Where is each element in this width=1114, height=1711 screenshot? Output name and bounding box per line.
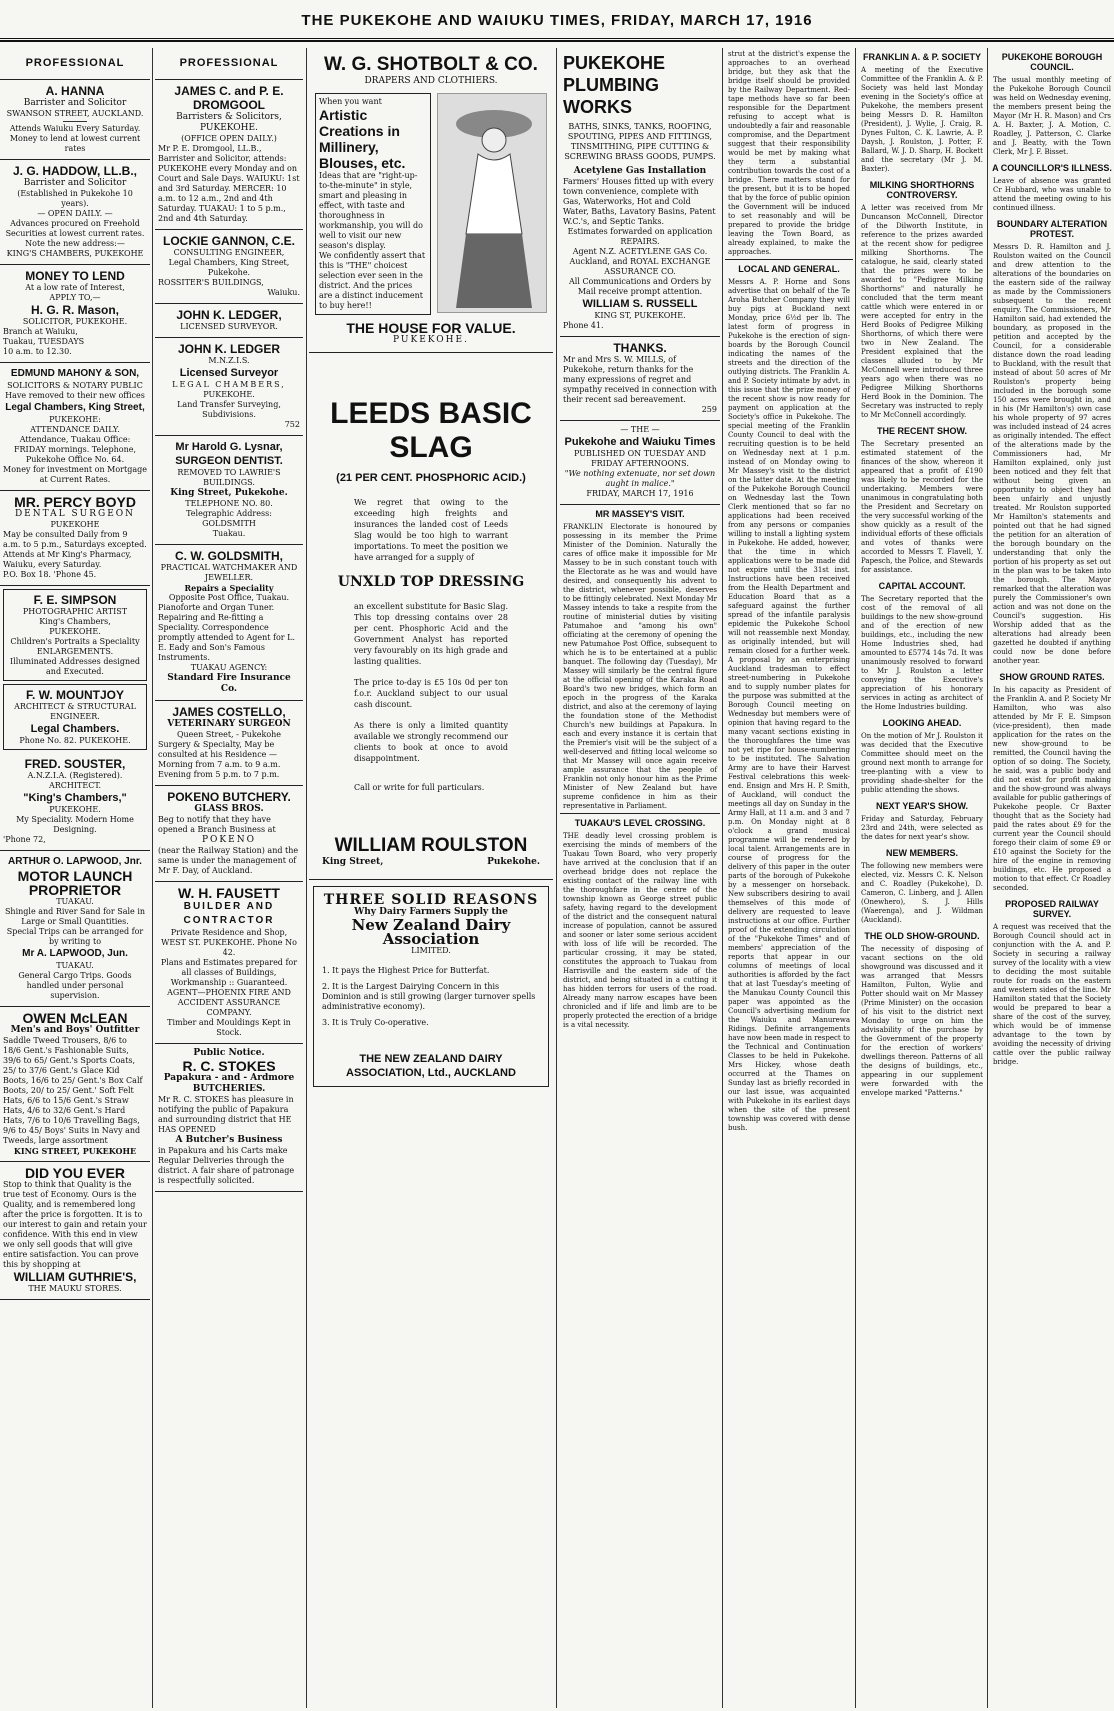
ad-guthrie: DID YOU EVER Stop to think that Quality is the true test of Economy. Ours is the Quality, and is remembered long after the price is forgotten. It is to our interest to gain and retain your confidence. With this end in view we only sell goods that will give entire satisfaction. You can prove this by shopping at WILLIAM GUTHRIE'S, THE MAUKU STORES. [0, 1162, 150, 1300]
ad-mountjoy: F. W. MOUNTJOY ARCHITECT & STRUCTURAL ENGINEER. Legal Chambers. Phone No. 82. PUKEKOHE. [3, 684, 147, 750]
ad-boyd: MR. PERCY BOYD DENTAL SURGEON PUKEKOHE May be consulted Daily from 9 a.m. to 5 p.m., Saturdays excepted. Attends at Mr King's Pharmacy, Waiuku, every Saturday. P.O. Box 18. 'Phone 45. [0, 491, 150, 586]
masthead [0, 0, 1114, 42]
ad-stokes: Public Notice. R. C. STOKES Papakura - and - Ardmore BUTCHERIES. Mr R. C. STOKES has pleasure in notifying the public of Papakura and surrounding district that HE HAS OPENED A Butcher's Business in Papakura and his Carts make Regular Deliveries through the district. A fair share of patronage is respectfully solicited. [155, 1044, 303, 1192]
column-professional-1 [0, 48, 150, 1708]
ad-simpson: F. E. SIMPSON PHOTOGRAPHIC ARTIST King's Chambers, PUKEKOHE. Children's Portraits a Speciality ENLARGEMENTS. Illuminated Addresses designed and Executed. [3, 589, 147, 681]
ad-haddow: J. G. HADDOW, LL.B., Barrister and Solicitor (Established in Pukekohe 10 years). — OPEN DAILY. — Advances procured on Freehold Securities at lowest current rates. Note the new address:— KING'S CHAMBERS, PUKEKOHE [0, 160, 150, 265]
lady-illustration [437, 93, 547, 313]
notice-thanks: THANKS. Mr and Mrs S. W. MILLS, of Pukekohe, return thanks for the many expressions of regret and sympathy received in connection with their recent sad bereavement. 259 [560, 337, 720, 421]
ad-glass-bros: POKENO BUTCHERY. GLASS BROS. Beg to notify that they have opened a Branch Business at POKENO (near the Railway Station) and the same is under the management of Mr F. Day, of Auckland. [155, 786, 303, 882]
ad-gannon: LOCKIE GANNON, C.E. CONSULTING ENGINEER, Legal Chambers, King Street, Pukekohe. ROSSITER'S BUILDINGS, Waiuku. [155, 230, 303, 304]
ad-ledger-1: JOHN K. LEDGER, LICENSED SURVEYOR. [155, 304, 303, 338]
ad-shotbolt: W. G. SHOTBOLT & CO. DRAPERS AND CLOTHIERS. When you want Artistic Creations in Millinery, Blouses, etc. Ideas that are "right-up-to-the-minute" in style, smart and pleasing in effect, with taste and thoroughness in workmanship, you will do well to visit our new season's display. We confidently assert that this is "THE" choicest selection ever seen in the district. And the prices are a distinct inducement to buy here!! THE HOUSE FOR VALUE. PUKEKOHE. [309, 48, 553, 353]
ad-lysnar: Mr Harold G. Lysnar, SURGEON DENTIST. REMOVED TO LAWRIE'S BUILDINGS. King Street, Pukekohe. TELEPHONE NO. 80. Telegraphic Address: GOLDSMITH Tuakau. [155, 436, 303, 545]
ad-ledger-2: JOHN K. LEDGER M.N.Z.I.S. Licensed Surveyor LEGAL CHAMBERS, PUKEKOHE. Land Transfer Surveying, Subdivisions. 752 [155, 338, 303, 436]
ad-fausett: W. H. FAUSETT BUILDER AND CONTRACTOR Private Residence and Shop, WEST ST. PUKEKOHE. Phone No 42. Plans and Estimates prepared for all classes of Buildings, Workmanship :: Guaranteed. AGENT—PHOENIX FIRE AND ACCIDENT ASSURANCE COMPANY. Timber and Mouldings Kept in Stock. [155, 882, 303, 1044]
article-massey-visit: MR MASSEY'S VISIT. FRANKLIN Electorate is honoured by possessing in its member the Prime Minister of the Dominion. Naturally the cares of office make it impossible for Mr Massey to be in such constant touch with the Electorate as he was and would have desired, and consequently his advent to the district, whenever possible, deserves to be fittingly celebrated. Next Monday Mr Massey intends to take a respite from the routine of ministerial duties by visiting Patumahoe and "among his own" officiating at the ceremony of opening the new Patumahoe Post Office, subsequent to which he is to be entertained at a public banquet. The following day (Tuesday), Mr Massey will similarly be the central figure at the official opening of the Karaka Road Board's two new bridges, which form an epoch in the progress of the Karaka district, and also at the ceremony of laying the foundation stone of the Methodist Church's new buildings at Papakura. In each and every instance it is certain that the Premier's visit will be the subject of a well-deserved and fitting local welcome so that Mr Massey will once again receive ample assurance that the people of Franklin not only honour him as the Prime Minister of New Zealand but have supreme confidence in him as their representative in Parliament. [563, 509, 717, 810]
ad-souster: FRED. SOUSTER, A.N.Z.I.A. (Registered). ARCHITECT. "King's Chambers," PUKEKOHE. My Speciality. Modern Home Designing. 'Phone 72, [0, 753, 150, 851]
article-heading: FRANKLIN A. & P. SOCIETY [862, 52, 981, 62]
ad-mahony: EDMUND MAHONY & SON, SOLICITORS & NOTARY PUBLIC Have removed to their new offices Legal Chambers, King Street, PUKEKOHE: ATTENDANCE DAILY. Attendance, Tuakau Office: FRIDAY mornings. Telephone, Pukekohe Office No. 64. Money for investment on Mortgage at Current Rates. [0, 363, 150, 491]
article-local-general: LOCAL AND GENERAL. Messrs A. P. Horne and Sons advertise that on behalf of the Te Aroha Butcher Company they will buy pigs at Buckland next Monday, price 6½d per lb. The latest form of progress in Pukekohe is the erection of sign-boards by the Borough Council indicating the names of the streets and the direction of the outlying districts. The Franklin A. and P. Society intimate by advt. in this issue that the prize money of the recent show is now ready for payment on application at the Society's office in Pukekohe. The special meeting of the Franklin County Council to deal with the recruiting question is to be held on Wednesday next at 1 p.m. instead of on Monday owing to Mr Massey's visit to the district on the latter date. At the meeting of the Pukekohe Borough Council on Wednesday last the Town Clerk mentioned that so far no applications had been received from any persons or companies willing to install a lighting system in Pukekohe. He added, however, that the time in which applications were to be made did not expire until the 31st inst. Instructions have been received from the Health Department and Education Board that as a safeguard against the further spread of the infantile paralysis epidemic the Pukekohe School will not reassemble next Monday, as originally intended, but will remain closed for a further week. A proposal by an enterprising Auckland tradesman to effect street-numbering in Pukekohe and to supply number plates for the purpose was submitted at the Borough Council meeting on Wednesday but members were of opinion that having regard to the many vacant sections existing in the thoroughfares the time was not yet ripe for house-numbering to be instituted. The Salvation Army are to have their Harvest Festival celebrations this week-end. Ensign and Mrs H. P. Smith, of Auckland, will conduct the meetings all day on Sunday in the Army Hall, at 11 a.m. and 3 and 7 p.m. On Monday night at 8 o'clock a grand musical programme will be rendered by local talent. Arrangements are in course of progress for the delivery of this paper in the outer parts of the borough of Pukekohe by a messenger on horseback. New subscribers desiring to avail themselves of this mode of delivery are requested to leave instructions at our office. Further proof of the extending circulation of the "Pukekohe Times" and of members' appreciation of the reports that appear in our columns of meetings of local authorities is afforded by the fact that at last Tuesday's meeting of the Manukau County Council this paper was appointed as the Council's advertising medium for the Waiuku and Manurewa Ridings. Definite arrangements have now been made in respect to the Technical and Continuation Classes to be held in Pukekohe. Mrs Hickey, whose death occurred at the Thames on Sunday last as briefly recorded in our last issue, was acquainted with Pukekohe in its earliest days when the site of the present township was covered with dense bush. [725, 259, 853, 1135]
column-heading: PROFESSIONAL [25, 57, 125, 69]
ad-mason: MONEY TO LEND At a low rate of Interest, APPLY TO,— H. G. R. Mason, SOLICITOR, PUKEKOHE. Branch at Waiuku, Tuakau, TUESDAYS 10 a.m. to 12.30. [0, 265, 150, 363]
ad-hanna: A. HANNA Barrister and Solicitor SWANSON STREET, AUCKLAND. Attends Waiuku Every Saturday. Money to lend at lowest current rates [0, 80, 150, 160]
ad-dairy-association: THREE SOLID REASONS Why Dairy Farmers Supply the New Zealand Dairy Association LIMITED. 1. It pays the Highest Price for Butterfat. 2. It is the Largest Dairying Concern in this Dominion and is still growing (larger turnover spells administrative economy). 3. It is Truly Co-operative. THE NEW ZEALAND DAIRY ASSOCIATION, Ltd., AUCKLAND [313, 886, 549, 1087]
article-crossing-continued: strut at the district's expense the approaches to an overhead bridge, but they ask that the bridge itself should be provided by the Railway Department. Red-tape methods have so far been responsible for the Department refusing to accept what is undoubtedly a fair and reasonable compromise, and the Department suggest that their responsibility would be met by making what they term a substantial contribution towards the cost of a bridge. There matters stand for the present, but it is to be hoped that by the force of public opinion the Government will be induced to set reasonably and will be prepared to provide the bridge leaving the Town Board, as already explained, to make the approaches. [728, 50, 850, 256]
ad-dromgool: JAMES C. and P. E. DROMGOOL Barristers & Solicitors, PUKEKOHE. (OFFICE OPEN DAILY.) Mr P. E. Dromgool, LL.B., Barrister and Solicitor, attends: PUKEKOHE every Monday and on Court and Sale Days. WAIUKU: 1st and 3rd Saturday. MERCER: 10 a.m. to 12 a.m., 2nd and 4th Saturday. TUAKAU: 1 to 5 p.m., 2nd and 4th Saturday. [155, 80, 303, 230]
column-borough-council: PUKEKOHE BOROUGH COUNCIL. The usual monthly meeting of the Pukekohe Borough Council was held on Wednesday evening, the members present being the Mayor (Mr H. R. Mason) and Crs A. H. Baxter, J. A. Motion, C. Roadley, J. Patterson, C. Clarke and J. Beatty, with the Town Clerk, Mr J. F. Bisset. A COUNCILLOR'S ILLNESS. Leave of absence was granted Cr Hubbard, who was unable to attend the meeting owing to his continued illness. BOUNDARY ALTERATION PROTEST. Messrs D. R. Hamilton and J. Roulston waited on the Council and drew attention to the alterations of the boundaries on the eastern side of the railway as made by the Commissioners subsequent to the recent enquiry. The Commissioners, Mr Hamilton said, had extended the boundary, as proposed in the petition and accepted by the Council, for a considerable distance down the road leading to Buckland, with the result that instead of about 50 acres of Mr Roulston's property being included in the borough some 150 acres were brought in, and in his (Mr Hamilton's) own case his whole property of 97 acres was included instead of 24 acres as originally intended. The effect of the alterations made by the Commissioners had, Mr Hamilton explained, only just been noticed and they felt that without being given an opportunity to object they had been unfairly and unjustly treated. Mr Roulston supported Mr Hamilton's statements and pointed out that he had signed the petition for an alteration of the borough boundary on the understanding that only the portion of his property as set out in the plan was to be taken into the borough. The Mayor remarked that the alteration was purely the Commissioner's own action and was not done on the Council's suggestion. His Worship added that as the alterations had already been gazetted he doubted if anything could now be done before another year. SHOW GROUND RATES. In his capacity as President of the Franklin A. and P. Society Mr Hamilton, who was also attended by Mr F. E. Simpson (vice-president), then made application for the rates on the new show-ground to be remitted, the Council having the option of so doing. The Society, he said, was a public body and did not exist for profit making and the show-ground was always available for public gatherings of Pukekohe people. Cr Baxter thought that as the Society had paid the rates about £9 for the current year the Council should forego their claim of some £9 or £10 against the Society for the hire of the engine in removing buildings, etc. He proposed a motion to that effect. Cr Roadley seconded. PROPOSED RAILWAY SURVEY. A request was received that the Borough Council should act in conjunction with the A. and P. Society in securing a railway survey of the locality with a view to deciding the most suitable route for roads on the eastern and western sides of the line. Mr Hamilton stated that the Society would be prepared to bear a share of the cost of the survey, which would be of immense advantage to the town by avoiding the necessity of driving cattle over the public railway bridge. [990, 48, 1114, 1708]
column-heading: PROFESSIONAL [179, 57, 279, 69]
ad-plumbing: PUKEKOHE PLUMBING WORKS BATHS, SINKS, TANKS, ROOFING, SPOUTING, PIPES AND FITTINGS, TINSMITHING, PIPE CUTTING & SCREWING BRASS GOODS, PUMPS. Acetylene Gas Installation Farmers' Houses fitted up with every town convenience, complete with Gas, Waterworks, Hot and Cold Water, Baths, Lavatory Basins, Patent W.C.'s, and Septic Tanks. Estimates forwarded on application REPAIRS. Agent N.Z. ACETYLENE GAS Co. Auckland, and ROYAL EXCHANGE ASSURANCE CO. All Communications and Orders by Mail receive prompt attention. WILLIAM S. RUSSELL KING ST, PUKEKOHE. Phone 41. [560, 48, 720, 337]
article-heading: PUKEKOHE BOROUGH COUNCIL. [1001, 52, 1103, 72]
article-level-crossing: TUAKAU'S LEVEL CROSSING. THE deadly level crossing problem is exercising the minds of members of the Tuakau Town Board, who very properly have arrived at the conclusion that if an overhead bridge does not replace the existing contact of the railway line with the thoroughfare in the centre of the township known as George street public safety, having regard to the development of the district and the consequent natural increase of population, cannot be assured and sooner or later some serious accident with loss of life will be recorded. The particular crossing, it may be stated, constitutes the approach to Tuakau from Harrisville and the eastern side of the district, and being situated in a cutting it has hidden terrors for users of the road. Already many narrow escapes have been chronicled and if life and limb are to be properly protected the erection of a bridge is a vital necessity. [560, 813, 720, 1032]
ad-costello: JAMES COSTELLO, VETERINARY SURGEON Queen Street, - Pukekohe Surgery & Specialty, May be consulted at his Residence — Morning from 7 a.m. to 9 a.m. Evening from 5 p.m. to 7 p.m. [155, 701, 303, 786]
column-ap-society: FRANKLIN A. & P. SOCIETY A meeting of the Executive Committee of the Franklin A. & P. Society was held last Monday evening in the Society's office at Pukekohe, the members present being Messrs D. R. Hamilton (President), J. Wylie, J. Craig, R. Dynes Fulton, C. K. Lawrie, A. P. Daysh, J. Roulston, J. Potter, F. Ballard, W. J. D. Sharp, H. Bockett and the secretary (Mr J. M. Baxter). MILKING SHORTHORNS CONTROVERSY. A letter was received from Mr Duncanson McConnell, Director of the Dilworth Institute, in reference to the prizes awarded at the recent show for pedigree milking Shorthorns. The catalogue, he said, clearly stated that the prizes were to be awarded to "Pedigree Milking Shorthorns" and naturally he concluded that the term meant cattle which were entered in or were accepted for entry in the Herd Books of Pedigree Milking Shorthorns, of which there were two in New Zealand. The President explained that the classes alluded to by Mr McConnell were introduced three years ago when there was no Pedigree Milking Shorthorns Herd Book in the Dominion. The Secretary was instructed to reply to Mr McConnell accordingly. THE RECENT SHOW. The Secretary presented an estimated statement of the finances of the show, whereon it appeared that a profit of £190 was likely to be recorded for the undertaking. Members were unanimous in congratulating both the President and Secretary on the very successful working of the show quickly as a result of the individual efforts of these officials and votes of thanks were accorded to Messrs T. Flavell, Y. Papesch, the Police, and Stewards for assistance. CAPITAL ACCOUNT. The Secretary reported that the cost of the removal of all buildings to the new show-ground and of the erection of new buildings, etc., including the new Home Industries shed, had amounted to £5774 14s 7d. It was unanimously resolved to forward to Mr J. Roulston a letter conveying the Executive's appreciation of his honorary services in acting as architect of the Home Industries building. LOOKING AHEAD. On the motion of Mr J. Roulston it was decided that the Executive Committee should meet on the ground next month to arrange for tree-planting with a view to providing shade-shelter for the public attending the shows. NEXT YEAR'S SHOW. Friday and Saturday, February 23rd and 24th, were selected as the dates for next year's show. NEW MEMBERS. The following new members were elected, viz. Messrs C. K. Nelson and C. Roadley (Pukekohe), D. Cameron, C. Linberg, and J. Allen (Onewhero), S. J. Hills (Waerenga), and J. Wildman (Auckland). THE OLD SHOW-GROUND. The necessity of disposing of vacant sections on the old showground was discussed and it was arranged that Messrs Hamilton, Fulton, Wylie and Potter should wait on Mr Massey (Prime Minister) on the occasion of his visit to the district next Monday to urge on him the advisability of the purchase by the Government of the property for the erection of workers' dwellings thereon. Patterns of all the designs of buildings, etc., appearing in our supplement were forwarded with the envelope marked "Patterns." [858, 48, 986, 1708]
paper-masthead: — THE — Pukekohe and Waiuku Times PUBLISHED ON TUESDAY AND FRIDAY AFTERNOONS. "We nothing extenuate, nor set down aught in malice." FRIDAY, MARCH 17, 1916 [560, 421, 720, 505]
ad-leeds-slag: LEEDS BASIC SLAG (21 PER CENT. PHOSPHORIC ACID.) We regret that owing to the exceeding high freights and insurances the landed cost of Leeds Slag would be too high to warrant importations. To meet the position we have arranged for a supply of UNXLD TOP DRESSING an excellent substitute for Basic Slag. This top dressing contains over 28 per cent. Phosphoric Acid and the Government Analyst has reported very favourably on its high grade and lasting qualities. The price to-day is £5 10s 0d per ton f.o.r. Auckland subject to our usual cash discount. As there is only a limited quantity available we strongly recommend our clients to book at once to avoid disappointment. Call or write for full particulars. WILLIAM ROULSTON King Street, Pukekohe. [309, 353, 553, 880]
ad-mclean: OWEN McLEAN Men's and Boys' Outfitter Saddle Tweed Trousers, 8/6 to 18/6 Gent.'s Fashionable Suits, 39/6 to 65/ Gent.'s Sports Coats, 25/ to 37/6 Gent.'s Glace Kid Boots, 16/6 to 25/ Gent.'s Box Calf Boots, 20/ to 25/ Gent.' Soft Felt Hats, 6/6 to 15/6 Gent.'s Straw Hats, 4/6 to 32/6 Gent.'s Hard Hats, 7/6 to 10/6 Travelling Bags, 9/6 to 45/ Boys' Suits in Navy and Tweeds, large assortment KING STREET, PUKEKOHE [0, 1007, 150, 1162]
column-advertisements [309, 48, 553, 1708]
ad-lapwood: ARTHUR O. LAPWOOD, Jnr. MOTOR LAUNCH PROPRIETOR TUAKAU. Shingle and River Sand for Sale in Large or Small Quantities. Special Trips can be arranged for by writing to Mr A. LAPWOOD, Jun. TUAKAU. General Cargo Trips. Goods handled under personal supervision. [0, 851, 150, 1007]
column-professional-2 [155, 48, 303, 1708]
column-news-1 [560, 48, 720, 1708]
masthead-title: THE PUKEKOHE AND WAIUKU TIMES, FRIDAY, MARCH 17, 1916 [301, 12, 813, 29]
ad-goldsmith: C. W. GOLDSMITH, PRACTICAL WATCHMAKER AND JEWELLER. Repairs a Speciality Opposite Post Office, Tuakau. Pianoforte and Organ Tuner. Repairing and Re-fitting a Speciality. Correspondence promptly attended to Agent for L. E. Eady and Son's Famous Instruments. TUAKAU AGENCY: Standard Fire Insurance Co. [155, 545, 303, 701]
column-news-2 [725, 48, 853, 1708]
